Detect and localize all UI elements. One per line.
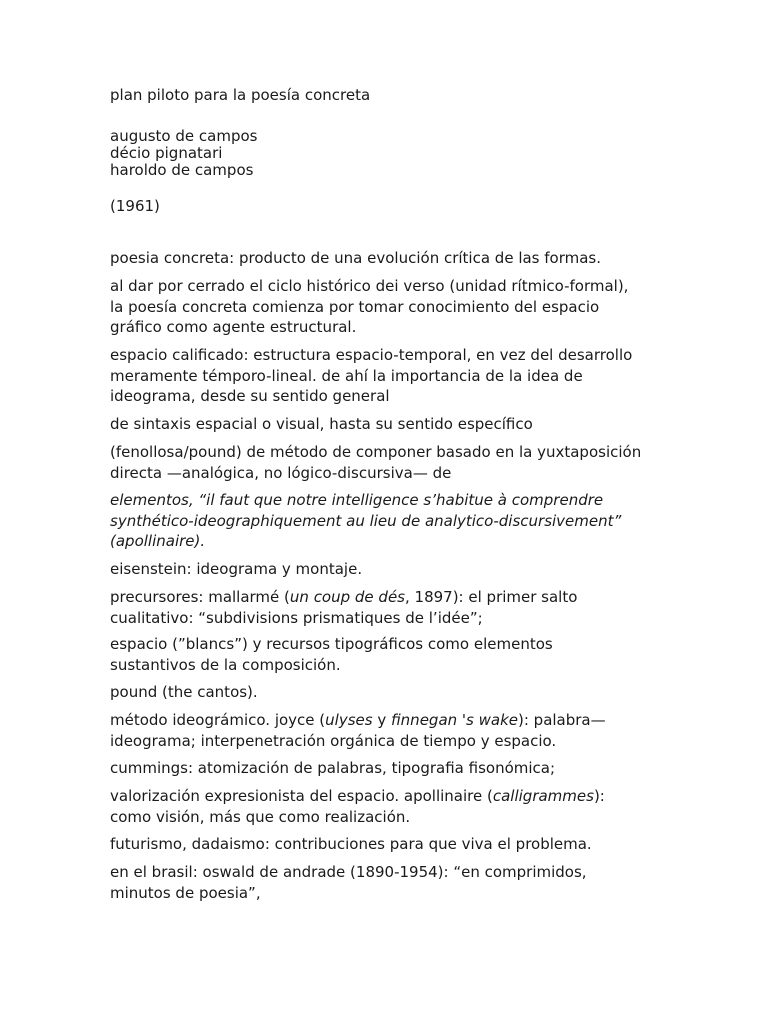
paragraph: [110, 414, 680, 435]
paragraph-line: espacio (”blancs”) y recursos tipográficos como elementos: [110, 635, 553, 653]
text-run: , 1897): el primer salto: [405, 588, 578, 606]
text-run: valorización expresionista del espacio. apollinaire (: [110, 787, 493, 805]
paragraph-line: cummings: atomización de palabras, tipografia fisonómica;: [110, 759, 556, 777]
paragraph: [110, 786, 680, 827]
work-title: ulyses: [325, 711, 373, 729]
work-title: un coup de dés: [289, 588, 405, 606]
text-run: y: [372, 711, 391, 729]
year-text: (1961): [110, 197, 160, 215]
paragraph-line: [110, 710, 680, 731]
paragraph-line: [110, 587, 680, 608]
paragraph-line: de sintaxis espacial o visual, hasta su sentido específico: [110, 415, 533, 433]
author-name: décio pignatari: [110, 144, 223, 162]
author-list: [110, 128, 680, 179]
paragraph: [110, 345, 680, 407]
paragraph-line: sustantivos de la composición.: [110, 655, 341, 674]
paragraph-line: en el brasil: oswald de andrade (1890-1954): “en comprimidos,: [110, 863, 587, 881]
paragraph-line: la poesía concreta comienza por tomar conocimiento del espacio: [110, 297, 600, 316]
paragraph-line: [110, 786, 680, 807]
paragraph: [110, 834, 680, 855]
paragraph-line: ideograma; interpenetración orgánica de tiempo y espacio.: [110, 731, 557, 750]
quote-line: (apollinaire).: [110, 532, 206, 550]
paragraph-line: como visión, más que como realización.: [110, 807, 411, 826]
text-run: ): palabra—: [518, 711, 606, 729]
author-name: augusto de campos: [110, 127, 258, 145]
paragraph-line: (fenollosa/pound) de método de componer basado en la yuxtaposición: [110, 443, 642, 461]
quote-line: elementos, “il faut que notre intelligence s’habitue à comprendre: [110, 491, 604, 509]
paragraph-line: poesia concreta: producto de una evolución crítica de las formas.: [110, 249, 602, 267]
paragraph-line: al dar por cerrado el ciclo histórico dei verso (unidad rítmico-formal),: [110, 277, 629, 295]
paragraph-line: espacio calificado: estructura espacio-temporal, en vez del desarrollo: [110, 346, 633, 364]
paragraph: [110, 276, 680, 338]
paragraph-line: gráfico como agente estructural.: [110, 318, 357, 336]
paragraph: [110, 862, 680, 903]
paragraph: [110, 758, 680, 779]
paragraph-line: cualitativo: “subdivisions prismatiques de l’idée”;: [110, 608, 483, 627]
paragraph-line: meramente témporo-lineal. de ahí la importancia de la idea de: [110, 366, 583, 385]
quote-line: synthético-ideographiquement au lieu de analytico-discursivement”: [110, 511, 622, 530]
paragraph-line: directa —analógica, no lógico-discursiva— de: [110, 463, 452, 482]
paragraph-line: pound (the cantos).: [110, 683, 258, 701]
paragraph: [110, 710, 680, 751]
paragraph: [110, 248, 680, 269]
title-text: plan piloto para la poesía concreta: [110, 86, 371, 104]
author-name: haroldo de campos: [110, 161, 254, 179]
text-run: ):: [593, 787, 605, 805]
paragraph: [110, 634, 680, 675]
paragraph: [110, 442, 680, 483]
document-title: [110, 85, 680, 106]
paragraph-line: futurismo, dadaismo: contribuciones para que viva el problema.: [110, 835, 592, 853]
text-run: método ideográmico. joyce (: [110, 711, 326, 729]
paragraph-line: ideograma, desde su sentido general: [110, 387, 390, 405]
work-title: calligrammes: [492, 787, 594, 805]
paragraph: [110, 682, 680, 703]
publication-year: [110, 196, 680, 217]
paragraph: [110, 587, 680, 628]
quote-paragraph: [110, 490, 680, 552]
paragraph: [110, 559, 680, 580]
paragraph-line: eisenstein: ideograma y montaje.: [110, 560, 363, 578]
paragraph-line: minutos de poesia”,: [110, 883, 261, 902]
work-title: finnegan 's wake: [390, 711, 518, 729]
text-run: precursores: mallarmé (: [110, 588, 290, 606]
